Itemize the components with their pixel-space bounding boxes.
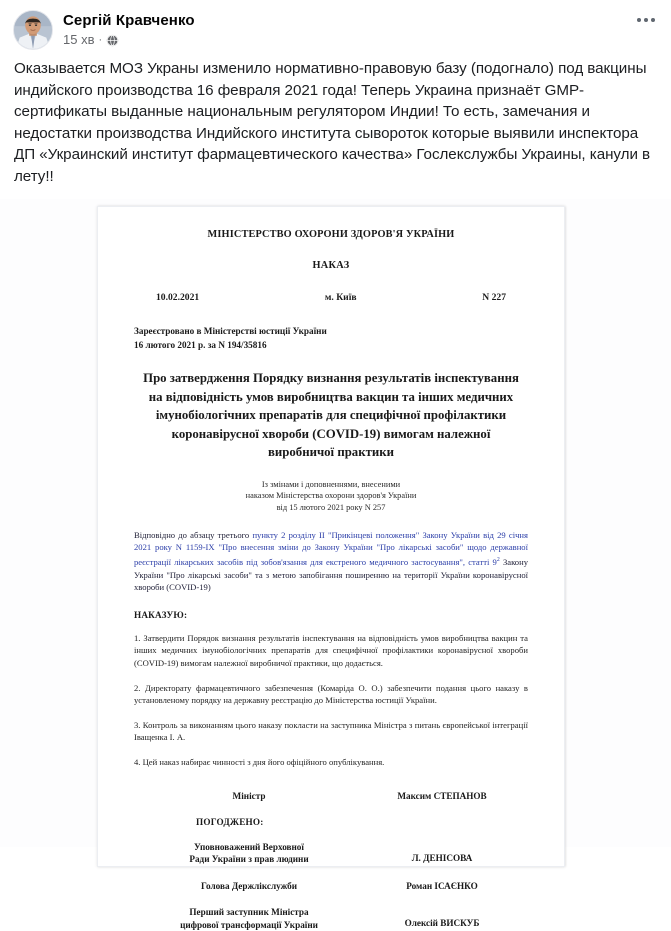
globe-icon[interactable] — [106, 34, 119, 47]
preamble-superscript: 2 — [496, 557, 500, 564]
post-author-name[interactable]: Сергій Кравченко — [63, 12, 195, 29]
minister-name: Максим СТЕПАНОВ — [397, 791, 487, 802]
document-ministry-heading: МІНІСТЕРСТВО ОХОРОНИ ЗДОРОВ'Я УКРАЇНИ — [207, 229, 455, 240]
document-preamble — [134, 529, 528, 594]
deputy-minister-role — [134, 906, 356, 931]
preamble-text-start: Відповідно до абзацу третього — [134, 529, 253, 540]
document-amendment-note — [134, 479, 528, 514]
preamble-text-middle: Закону України від 29 січня 2021 року N 1159-IX "Про внесення зміни до Закону України "Про лікарські засоби" щодо державної реєстрації лікарських засобів під зобов'язання для екстреного медичного застосування", статті 9 — [134, 529, 528, 567]
signature-row-ombudsman — [134, 841, 528, 866]
post-timestamp[interactable]: 15 хв — [63, 32, 95, 47]
ombudsman-role-line-2: Ради України з прав людини — [189, 854, 309, 865]
avatar[interactable] — [13, 10, 53, 50]
document-registration — [134, 325, 528, 352]
approved-label: ПОГОДЖЕНО: — [196, 816, 264, 827]
post-meta — [63, 32, 195, 48]
deputy-minister-role-line-2: цифрової трансформації України — [180, 919, 318, 930]
document-type-heading: НАКАЗ — [312, 260, 350, 271]
amendment-line-2: наказом Міністерства охорони здоров'я України — [245, 491, 417, 501]
document-clause-3: 3. Контроль за виконанням цього наказу покласти на заступника Міністра з питань європейської інтеграції Іващенка І. А. — [134, 719, 528, 743]
document-order-label: НАКАЗУЮ: — [134, 609, 188, 620]
ombudsman-name: Л. ДЕНІСОВА — [411, 852, 473, 863]
document-title: Про затвердження Порядку визнання результатів інспектування на відповідність умов виробництва вакцин та інших медичних імунобіологічних препаратів для специфічної профілактики коронавірусної хвороби (COVID-19) вимогам належної виробничої практики — [143, 371, 519, 459]
signature-row-deputy-minister — [134, 906, 528, 931]
document-number: N 227 — [482, 292, 506, 303]
amendment-line-1: Із змінами і доповненнями, внесеними — [261, 479, 401, 489]
deputy-minister-name: Олексій ВИСКУБ — [404, 918, 480, 929]
registration-line-2: 16 лютого 2021 р. за N 194/35816 — [134, 339, 267, 350]
drug-service-head-role: Голова Держлікслужби — [200, 880, 298, 891]
ombudsman-role — [134, 841, 356, 866]
ellipsis-icon — [644, 18, 648, 22]
post-text: Оказывается МОЗ Украны изменило нормативно-правовую базу (подогнало) под вакцины индийского производства 16 февраля 2021 года! Теперь Украина признаёт GMP-сертификаты выданные национальным регулятором Индии! То есть, замечания и недостатки производства Индийского института сывороток которые выявили инспектора ДП «Украинский институт фармацевтического качества» Гослекслужбы Украины, канули в лету!! — [14, 60, 651, 185]
ombudsman-role-line-1: Уповноважений Верховної — [194, 841, 304, 852]
document-clause-1: 1. Затвердити Порядок визнання результатів інспектування на відповідність умов виробництва вакцин та інших медичних імунобіологічних препаратів для специфічної профілактики коронавірусної хвороби (COVID-19) вимогам належної виробничої практики, що додається. — [134, 632, 528, 668]
document-clause-2: 2. Директорату фармацевтичного забезпечення (Комаріда О. О.) забезпечити подання цього наказу в установленому порядку на державну реєстрацію до Міністерства юстиції України. — [134, 682, 528, 706]
signature-row-drug-service-head — [134, 880, 528, 893]
ellipsis-icon — [637, 18, 641, 22]
document-date: 10.02.2021 — [156, 292, 200, 303]
signature-row-minister — [134, 790, 528, 803]
post-attachment-document[interactable] — [0, 199, 671, 930]
document-city: м. Київ — [324, 292, 357, 303]
registration-line-1: Зареєстровано в Міністерстві юстиції України — [134, 326, 327, 336]
ellipsis-icon — [651, 18, 655, 22]
post-author-block — [63, 10, 195, 48]
document-page — [97, 206, 565, 930]
document-signature-block — [134, 790, 528, 931]
deputy-minister-role-line-1: Перший заступник Міністра — [189, 907, 309, 918]
post-header — [0, 0, 671, 56]
drug-service-head-name: Роман ІСАЄНКО — [406, 880, 478, 891]
preamble-law-link[interactable]: пункту 2 розділу II "Прикінцеві положення" — [252, 529, 420, 540]
post-options-menu-button[interactable] — [637, 18, 655, 22]
amendment-line-3: від 15 лютого 2021 року N 257 — [276, 503, 386, 513]
user-avatar-photo — [14, 11, 52, 49]
document-clause-4: 4. Цей наказ набирає чинності з дня його офіційного опублікування. — [134, 756, 385, 767]
meta-separator: · — [98, 34, 103, 46]
minister-role: Міністр — [232, 791, 266, 802]
preamble-text-end: Закону України "Про лікарські засоби" та з метою запобігання поширенню на території України коронавірусної хвороби (COVID-19) — [134, 556, 529, 593]
document-meta-row — [134, 292, 528, 303]
